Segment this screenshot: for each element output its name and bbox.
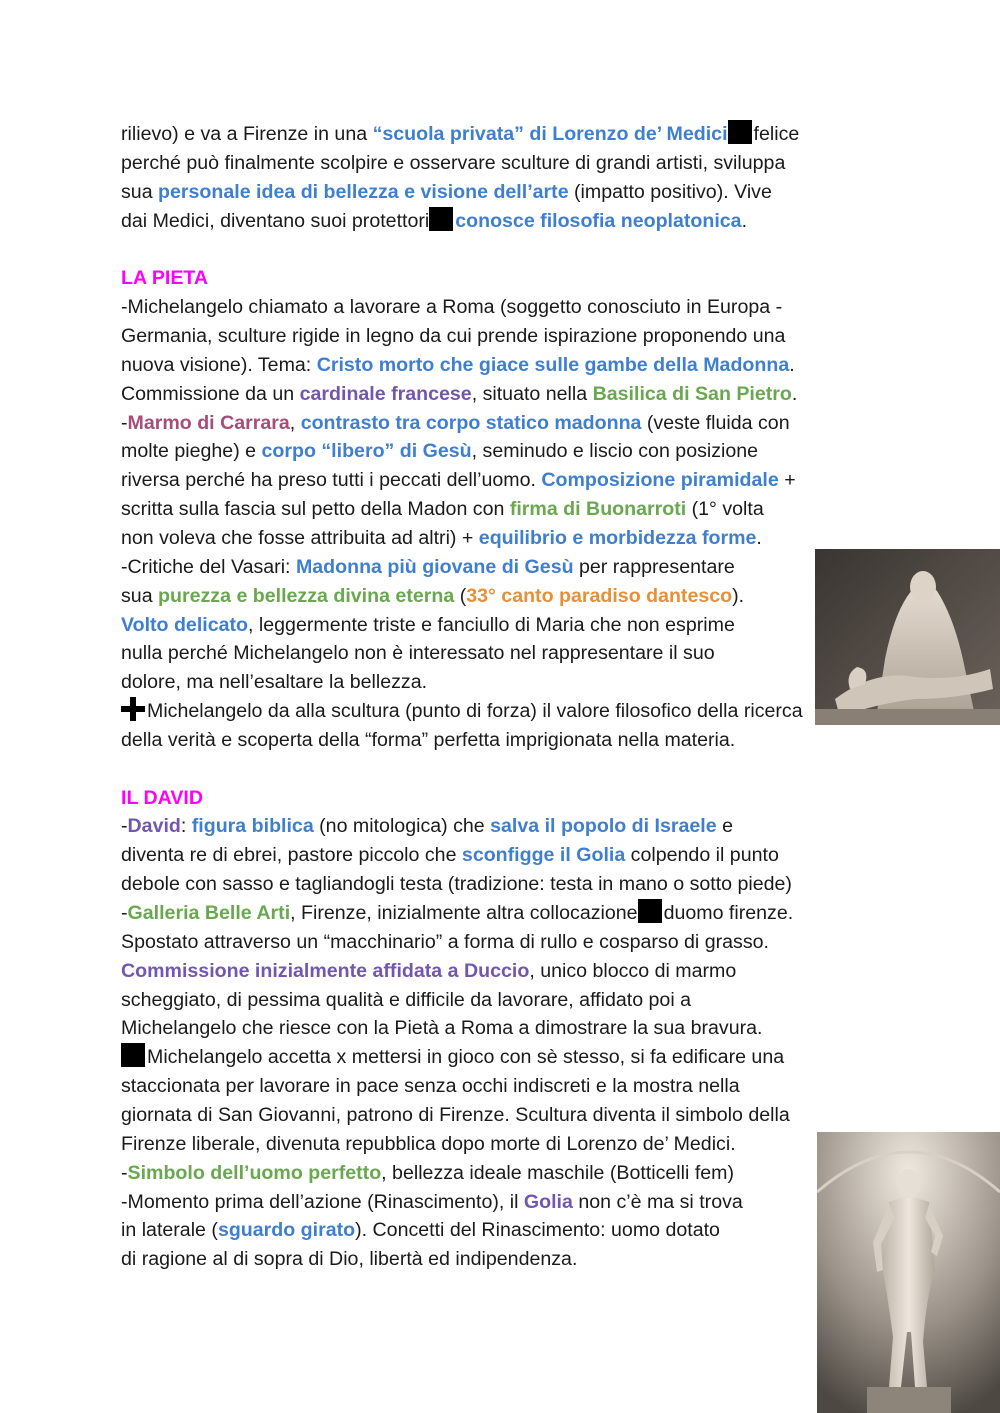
text-line <box>121 351 795 380</box>
text-span: non voleva che fosse attribuita ad altri) + <box>121 526 479 549</box>
text-line <box>121 293 782 322</box>
text-line <box>121 668 427 697</box>
highlighted-term: contrasto tra corpo statico madonna <box>300 411 642 434</box>
text-span: . <box>756 526 762 549</box>
text-span: , unico blocco di marmo <box>529 959 737 982</box>
text-line <box>121 553 735 582</box>
text-span: - <box>121 411 128 434</box>
highlighted-term: “scuola privata” di Lorenzo de’ Medici <box>372 123 728 145</box>
text-line <box>121 207 747 236</box>
text-line <box>121 1101 790 1130</box>
text-span: ). <box>732 584 745 607</box>
highlighted-term: 33° canto paradiso dantesco <box>466 584 733 607</box>
text-line <box>121 957 736 986</box>
text-span: - <box>121 1161 128 1184</box>
text-line <box>121 841 779 870</box>
text-span: . <box>741 209 748 232</box>
text-span: Commissione da un <box>121 382 300 405</box>
highlighted-term: David <box>127 815 181 838</box>
text-line <box>121 1216 720 1245</box>
black-square-icon <box>121 1043 145 1067</box>
text-line <box>121 611 735 640</box>
plus-icon <box>121 697 145 721</box>
david-photo <box>817 1132 1000 1413</box>
text-span: ( <box>454 584 467 607</box>
text-line <box>121 986 691 1015</box>
highlighted-term: purezza e bellezza divina eterna <box>158 584 455 607</box>
text-line <box>121 409 790 438</box>
text-span: . <box>789 353 795 376</box>
text-line <box>121 322 785 351</box>
text-span: staccionata per lavorare in pace senza occhi indiscreti e la mostra nella <box>121 1075 740 1098</box>
text-span: , <box>289 411 301 434</box>
text-span: non c’è ma si trova <box>572 1190 743 1213</box>
text-span: -Critiche del Vasari: <box>121 555 296 578</box>
highlighted-term: sguardo girato <box>217 1219 356 1242</box>
text-line <box>121 928 769 957</box>
text-span: per rappresentare <box>573 555 735 578</box>
text-span: dai Medici, diventano suoi protettori <box>121 209 430 232</box>
black-square-icon <box>429 207 453 231</box>
text-span: Firenze liberale, divenuta repubblica dopo morte di Lorenzo de’ Medici. <box>121 1132 736 1155</box>
highlighted-term: Marmo di Carrara <box>127 411 290 434</box>
text-line <box>121 178 772 207</box>
text-span: dolore, ma nell’esaltare la bellezza. <box>121 671 428 694</box>
highlighted-term: cardinale francese <box>299 382 472 405</box>
highlighted-term: salva il popolo di Israele <box>490 815 717 838</box>
highlighted-term: Golia <box>523 1190 573 1213</box>
text-line <box>121 697 803 726</box>
text-line <box>121 1043 784 1072</box>
pieta-photo <box>815 549 1000 725</box>
highlighted-term: sconfigge il Golia <box>461 844 626 867</box>
text-span: (impatto positivo). Vive <box>568 180 772 203</box>
highlighted-term: Composizione piramidale <box>541 469 779 492</box>
text-line <box>121 524 762 553</box>
black-square-icon <box>728 120 752 144</box>
highlighted-term: Madonna più giovane di Gesù <box>295 555 574 578</box>
highlighted-term: Volto delicato <box>121 613 249 636</box>
text-span: debole con sasso e tagliandogli testa (tradizione: testa in mano o sotto piede) <box>121 873 792 896</box>
text-span: + <box>778 469 796 492</box>
highlighted-term: Basilica di San Pietro <box>592 382 792 405</box>
text-span: scritta sulla fascia sul petto della Madon con <box>121 498 510 521</box>
text-line <box>121 466 796 495</box>
text-span: nuova visione). Tema: <box>121 353 317 376</box>
highlighted-term: IL DAVID <box>121 786 204 809</box>
text-span: riversa perché ha preso tutti i peccati dell’uomo. <box>121 469 542 492</box>
text-line <box>121 1245 577 1274</box>
highlighted-term: Cristo morto che giace sulle gambe della Madonna <box>316 353 790 376</box>
section-heading <box>121 264 208 293</box>
highlighted-term: personale idea di bellezza e visione dell’arte <box>158 180 569 203</box>
text-span: nulla perché Michelangelo non è interessato nel rappresentare il suo <box>121 642 715 665</box>
text-span: - <box>121 815 128 838</box>
highlighted-term: equilibrio e morbidezza forme <box>478 526 757 549</box>
text-line <box>121 1130 736 1159</box>
highlighted-term: Simbolo dell’uomo perfetto <box>127 1161 382 1184</box>
text-span: e <box>716 815 733 838</box>
text-line <box>121 639 715 668</box>
text-span: , situato nella <box>471 382 593 405</box>
text-span: scheggiato, di pessima qualità e difficile da lavorare, affidato poi a <box>121 988 692 1011</box>
section-heading <box>121 784 203 813</box>
text-span: (1° volta <box>686 498 764 521</box>
text-line <box>121 1159 734 1188</box>
text-span: : <box>180 815 192 838</box>
text-span: -Momento prima dell’azione (Rinascimento), il <box>121 1190 524 1213</box>
text-span: Spostato attraverso un “macchinario” a forma di rullo e cosparso di grasso. <box>121 930 769 953</box>
text-span: (veste fluida con <box>641 411 790 434</box>
text-span: sua <box>121 584 159 607</box>
text-line <box>121 149 785 178</box>
text-span: -Michelangelo chiamato a lavorare a Roma (soggetto conosciuto in Europa - <box>121 296 783 319</box>
text-line <box>121 120 799 149</box>
text-span: felice <box>753 123 800 145</box>
highlighted-term: LA PIETA <box>121 267 209 290</box>
text-line <box>121 1188 743 1217</box>
black-square-icon <box>638 899 662 923</box>
highlighted-term: conosce filosofia neoplatonica <box>455 209 742 232</box>
text-line <box>121 437 758 466</box>
text-span: sua <box>121 180 159 203</box>
text-span: molte pieghe) e <box>121 440 262 463</box>
text-span: , seminudo e liscio con posizione <box>471 440 759 463</box>
text-span: giornata di San Giovanni, patrono di Firenze. Scultura diventa il simbolo della <box>121 1103 790 1126</box>
text-span: duomo firenze. <box>663 902 794 924</box>
text-span: in laterale ( <box>121 1219 218 1242</box>
text-span: , Firenze, inizialmente altra collocazione <box>290 902 638 924</box>
text-line <box>121 1014 762 1043</box>
text-span: della verità e scoperta della “forma” perfetta imprigionata nella materia. <box>121 728 736 751</box>
text-line <box>121 812 733 841</box>
text-line <box>121 380 797 409</box>
highlighted-term: Commissione inizialmente affidata a Duccio <box>121 959 530 982</box>
text-span: perché può finalmente scolpire e osservare sculture di grandi artisti, sviluppa <box>121 151 786 174</box>
text-line <box>121 870 792 899</box>
text-span: , bellezza ideale maschile (Botticelli fem) <box>381 1161 735 1184</box>
text-span: . <box>791 382 798 405</box>
highlighted-term: corpo “libero” di Gesù <box>261 440 472 463</box>
highlighted-term: Galleria Belle Arti <box>127 902 291 924</box>
text-span: diventa re di ebrei, pastore piccolo che <box>121 844 462 867</box>
highlighted-term: firma di Buonarroti <box>509 498 687 521</box>
text-span: rilievo) e va a Firenze in una <box>121 123 373 145</box>
text-line <box>121 495 764 524</box>
text-span: , leggermente triste e fanciullo di Maria che non esprime <box>248 613 735 636</box>
text-span: Michelangelo che riesce con la Pietà a Roma a dimostrare la sua bravura. <box>121 1017 763 1040</box>
text-line <box>121 726 735 755</box>
text-span: (no mitologica) che <box>313 815 491 838</box>
text-span: Michelangelo accetta x mettersi in gioco con sè stesso, si fa edificare una <box>147 1046 785 1069</box>
text-line <box>121 899 793 928</box>
text-span: - <box>121 902 128 924</box>
highlighted-term: figura biblica <box>191 815 314 838</box>
text-line <box>121 1072 740 1101</box>
text-span: di ragione al di sopra di Dio, libertà ed indipendenza. <box>121 1248 578 1271</box>
text-span: Michelangelo da alla scultura (punto di forza) il valore filosofico della ricerca <box>147 700 803 722</box>
text-span: Germania, sculture rigide in legno da cui prende ispirazione proponendo una <box>121 325 786 347</box>
text-line <box>121 582 744 611</box>
text-span: colpendo il punto <box>625 844 779 867</box>
text-span: ). Concetti del Rinascimento: uomo dotato <box>355 1219 720 1242</box>
